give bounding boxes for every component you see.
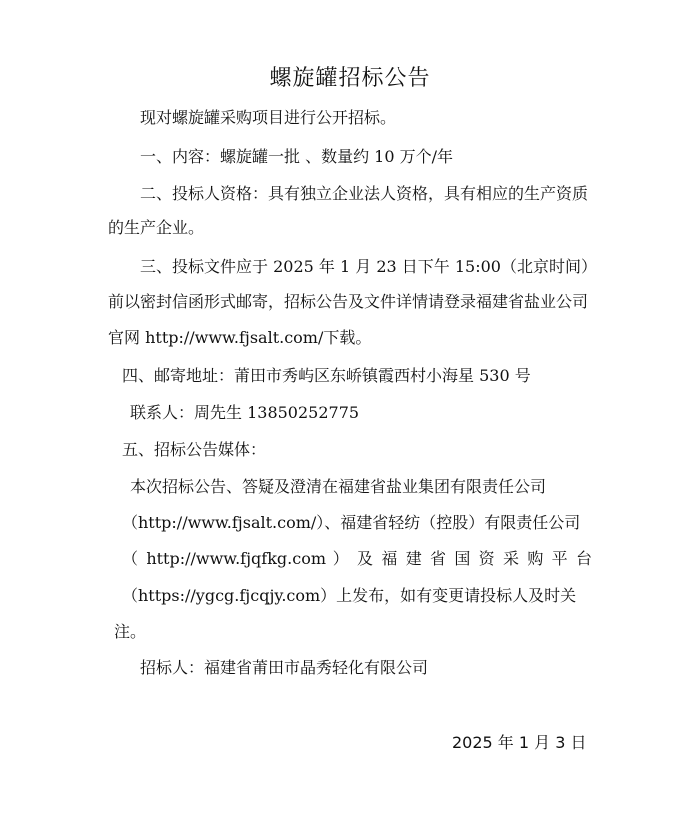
media-line-1: 本次招标公告、答疑及澄清在福建省盐业集团有限责任公司: [130, 477, 547, 496]
section-media-heading: 五、招标公告媒体：: [122, 440, 267, 459]
tenderer-name: 招标人：福建省莆田市晶秀轻化有限公司: [140, 658, 429, 677]
document-date: 2025 年 1 月 3 日: [452, 733, 587, 752]
intro-text: 现对螺旋罐采购项目进行公开招标。: [140, 108, 397, 127]
section-qualification-line-2: 的生产企业。: [108, 218, 205, 237]
section-deadline-line-3: 官网 http://www.fjsalt.com/下载。: [108, 328, 372, 347]
media-line-2: （http://www.fjsalt.com/）、福建省轻纺（控股）有限责任公司: [122, 513, 581, 532]
media-line-3: （ http://www.fjqfkg.com ） 及 福 建 省 国 资 采 购 平 台: [122, 549, 592, 568]
section-deadline-line-2: 前以密封信函形式邮寄，招标公告及文件详情请登录福建省盐业公司: [108, 292, 589, 311]
media-line-4: （https://ygcg.fjcqjy.com）上发布，如有变更请投标人及时关: [122, 586, 577, 605]
document-title: 螺旋罐招标公告: [269, 66, 431, 91]
contact-person: 联系人：周先生 13850252775: [130, 403, 360, 422]
section-qualification-line-1: 二、投标人资格：具有独立企业法人资格，具有相应的生产资质: [140, 184, 589, 203]
media-line-5: 注。: [114, 622, 147, 641]
section-content: 一、内容：螺旋罐一批 、数量约 10 万个/年: [140, 147, 454, 166]
section-mailing-address: 四、邮寄地址：莆田市秀屿区东峤镇霞西村小海星 530 号: [122, 366, 531, 385]
section-deadline-line-1: 三、投标文件应于 2025 年 1 月 23 日下午 15:00（北京时间）: [140, 257, 597, 276]
